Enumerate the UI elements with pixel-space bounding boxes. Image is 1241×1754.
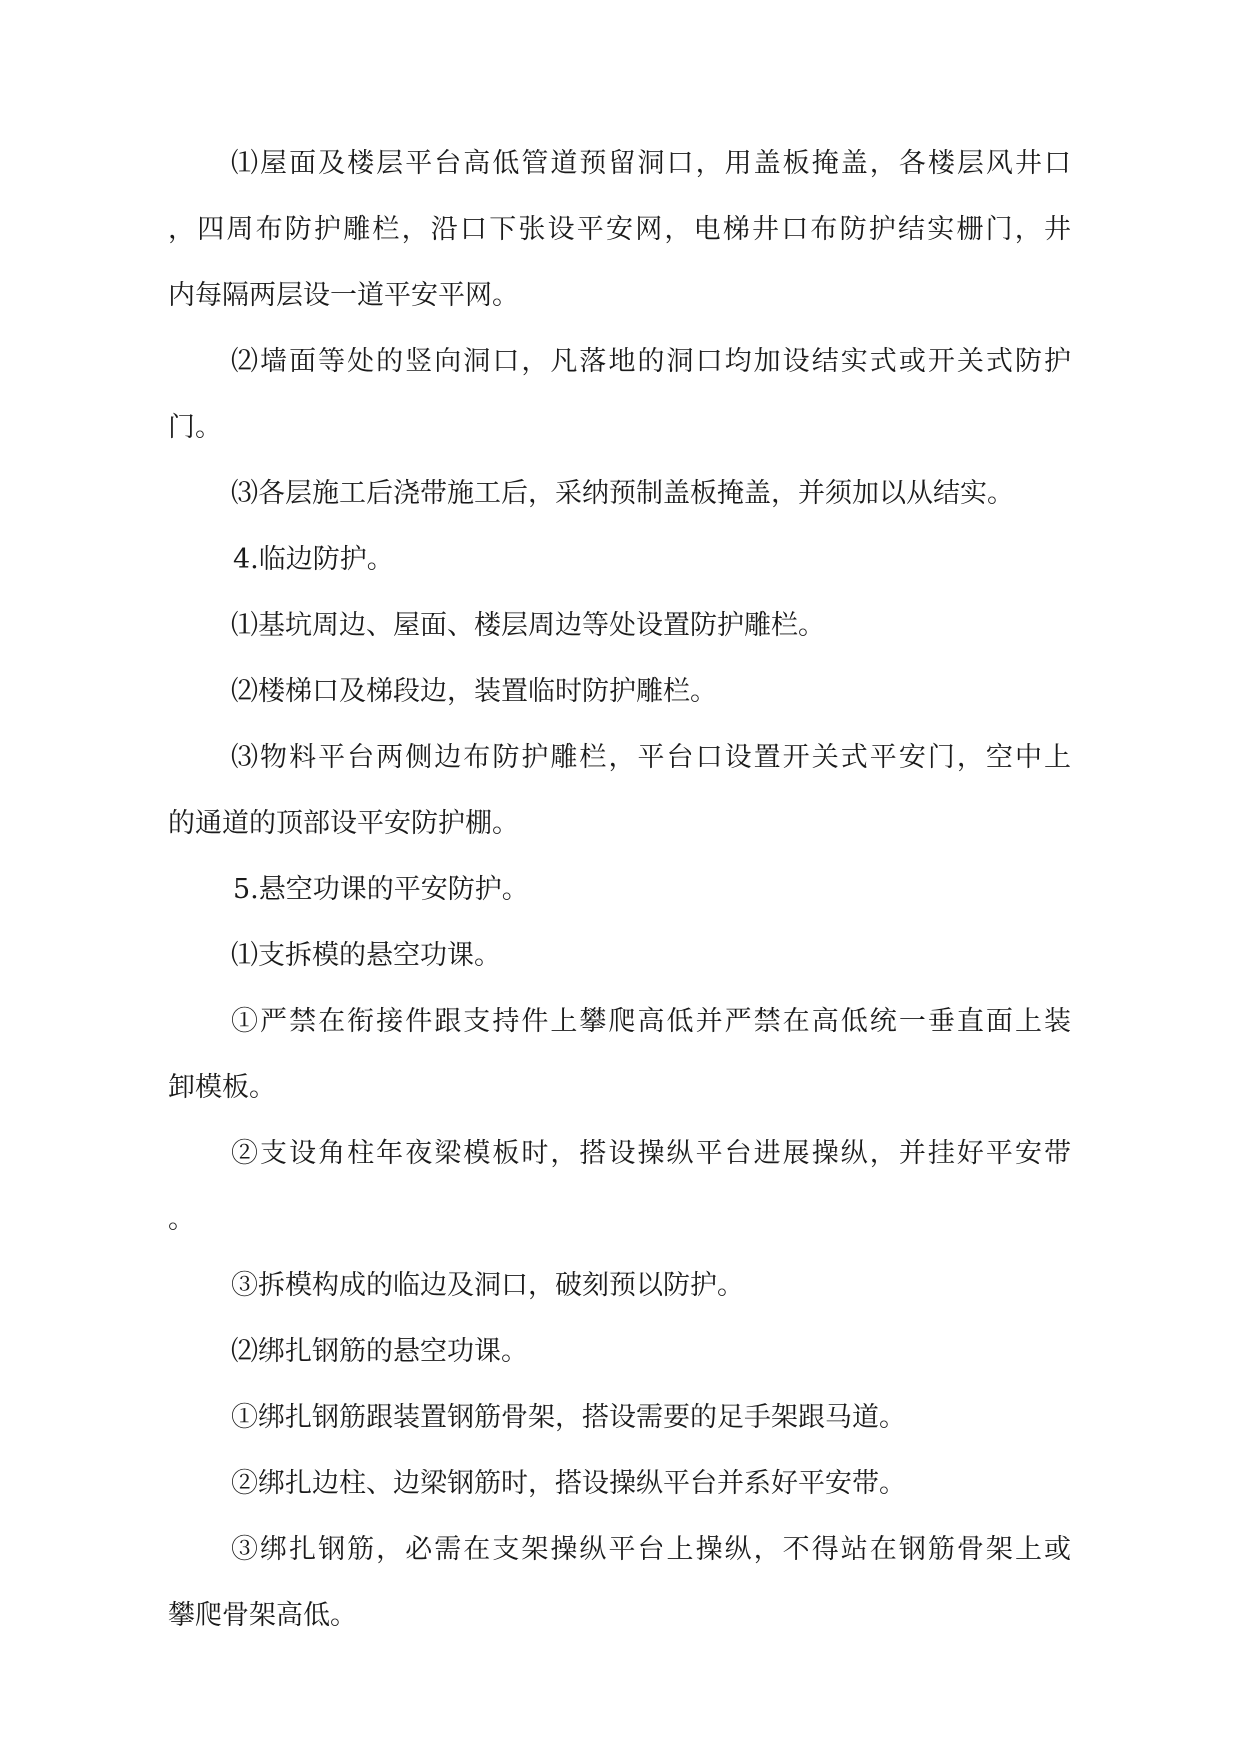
section-heading: 4.临边防护。	[233, 544, 394, 575]
paragraph-line: ⑶各层施工后浇带施工后，采纳预制盖板掩盖，并须加以从结实。	[231, 478, 1014, 509]
paragraph-line: ②支设角柱年夜梁模板时，搭设操纵平台进展操纵，并挂好平安带	[231, 1138, 1071, 1169]
paragraph-line: ⑴基坑周边、屋面、楼层周边等处设置防护雕栏。	[231, 610, 825, 641]
paragraph-line: ，四周布防护雕栏，沿口下张设平安网，电梯井口布防护结实栅门，井	[168, 214, 1071, 245]
paragraph-line: 。	[168, 1204, 195, 1235]
paragraph-line: ③拆模构成的临边及洞口，破刻预以防护。	[231, 1270, 744, 1301]
paragraph-line: 的通道的顶部设平安防护棚。	[168, 808, 519, 839]
paragraph-line: ⑶物料平台两侧边布防护雕栏，平台口设置开关式平安门，空中上	[231, 742, 1071, 773]
paragraph-line: ⑵绑扎钢筋的悬空功课。	[231, 1336, 528, 1367]
paragraph-line: ③绑扎钢筋，必需在支架操纵平台上操纵，不得站在钢筋骨架上或	[231, 1534, 1071, 1565]
paragraph-line: 门。	[168, 412, 222, 443]
paragraph-line: ①严禁在衔接件跟支持件上攀爬高低并严禁在高低统一垂直面上装	[231, 1006, 1071, 1037]
paragraph-line: ⑴屋面及楼层平台高低管道预留洞口，用盖板掩盖，各楼层风井口	[231, 148, 1071, 179]
paragraph-line: 内每隔两层设一道平安平网。	[168, 280, 519, 311]
paragraph-line: ⑵楼梯口及梯段边，装置临时防护雕栏。	[231, 676, 717, 707]
paragraph-line: 攀爬骨架高低。	[168, 1600, 357, 1631]
paragraph-line: ②绑扎边柱、边梁钢筋时，搭设操纵平台并系好平安带。	[231, 1468, 906, 1499]
paragraph-line: 卸模板。	[168, 1072, 276, 1103]
paragraph-line: ①绑扎钢筋跟装置钢筋骨架，搭设需要的足手架跟马道。	[231, 1402, 906, 1433]
paragraph-line: ⑵墙面等处的竖向洞口，凡落地的洞口均加设结实式或开关式防护	[231, 346, 1071, 377]
section-heading: 5.悬空功课的平安防护。	[233, 874, 529, 905]
paragraph-line: ⑴支拆模的悬空功课。	[231, 940, 501, 971]
